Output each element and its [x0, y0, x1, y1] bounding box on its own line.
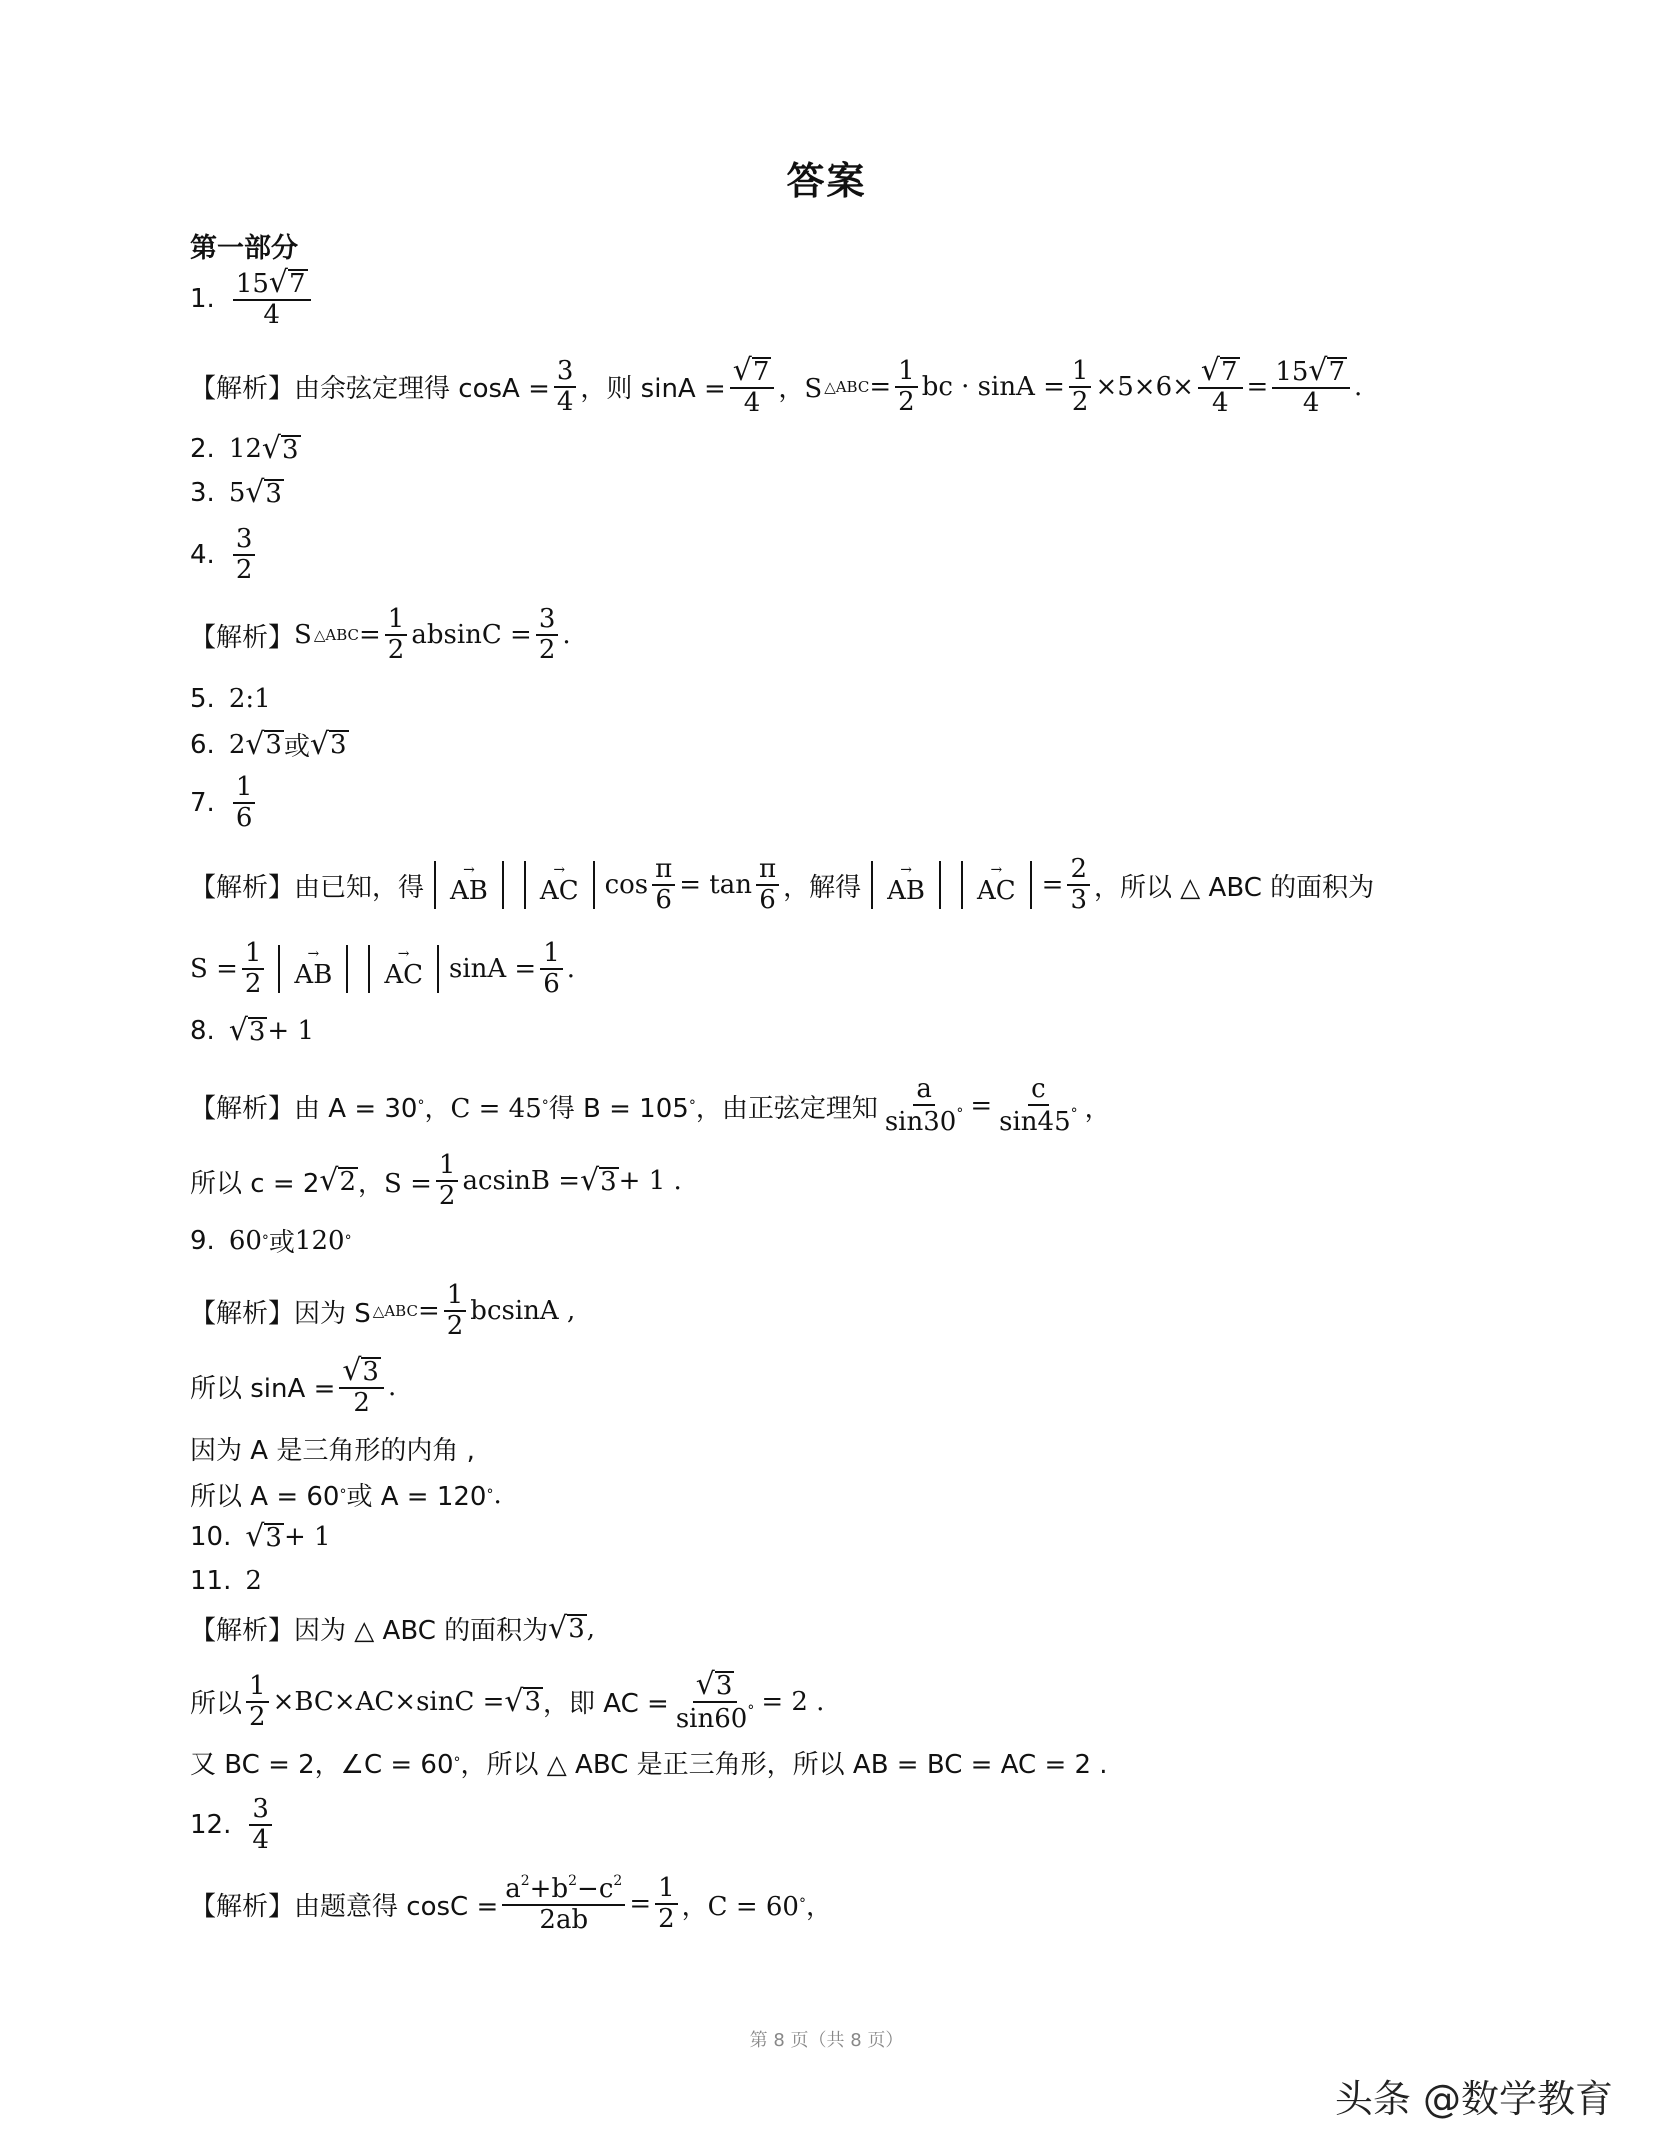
- question-number: 1.: [190, 283, 215, 314]
- explanation-8: 【解析】 由 A = 30 ° ，C = 45 ° 得 B = 105 ° ，由正弦定理知 $\frac{a}{\sin 30^\circ}$ = $\frac{c}{\sin 45^\circ}$ ，: [190, 1074, 1111, 1138]
- answer-12: 12. $\frac{3}{4}$: [190, 1796, 276, 1855]
- explanation-9-line4: 所以 A = 60 ° 或 A = 120 ° .: [190, 1479, 502, 1512]
- explanation-11-line3: 又 BC = 2，∠C = 60 ° ，所以 △ ABC 是正三角形，所以 AB = BC = AC = 2 .: [190, 1750, 1108, 1780]
- answer-11: 11. 2: [190, 1566, 262, 1596]
- explanation-9: 【解析】 因为 S △ABC = $\frac{1}{2}$ bcsinA ,: [190, 1280, 576, 1342]
- explanation-1: 【解析】 由余弦定理得 cosA = $\frac{3}{4}$ ，则 sinA = √ 7 4 ，S △ABC = $\frac{1}{2}$ bc · sinA = $\frac{1}{2}$ ×5×6× √ 7 4 = 15 √ 7 4 .: [190, 353, 1363, 419]
- page-footer: 第 8 页（共 8 页）: [749, 2030, 904, 2051]
- fraction: 15 √ 7 4: [233, 268, 311, 330]
- explanation-11-line2: 所以 $\frac{1}{2}$ ×BC×AC×sinC = √ 3 ，即 AC = √ 3 sin60° = 2 .: [190, 1667, 825, 1735]
- explanation-11: 【解析】 因为 △ ABC 的面积为 √ 3 ,: [190, 1610, 595, 1646]
- explanation-7-cont: S = $\frac{1}{2}$ → AB → AC sinA = $\frac{1}{6}$ .: [190, 938, 576, 1000]
- section-heading: 第一部分: [190, 233, 298, 264]
- explanation-7: 【解析】 由已知，得 → AB → AC cos $\frac{\pi}{6}$ = tan $\frac{\pi}{6}$ ，解得 → AB → AC = $\frac{2}{3}$ ，所以 △ ABC 的面积为: [190, 854, 1375, 916]
- page-title: 答案: [786, 159, 867, 203]
- answer-8: 8. √ 3 + 1: [190, 1013, 314, 1049]
- answer-6: 6. 2 √ 3 或 √ 3: [190, 726, 347, 762]
- answer-2: 2. 12 √ 3: [190, 431, 299, 467]
- answer-7: 7. $\frac{1}{6}$: [190, 774, 259, 833]
- explanation-9-line2: 所以 sinA = √ 3 2 .: [190, 1353, 397, 1419]
- answer-3: 3. 5 √ 3: [190, 475, 282, 511]
- answer-10: 10. √ 3 + 1: [190, 1519, 331, 1555]
- explanation-12: 【解析】 由题意得 cosC = $\frac{a^2+b^2-c^2}{2ab}$ = $\frac{1}{2}$ ，C = 60 ° ，: [190, 1873, 832, 1936]
- watermark: 头条 @数学教育: [1334, 2077, 1613, 2121]
- explanation-8-cont: 所以 c = 2 √ 2 ，S = $\frac{1}{2}$ acsinB = √ 3 + 1 .: [190, 1150, 682, 1212]
- answer-4: 4. $\frac{3}{2}$: [190, 526, 259, 585]
- explanation-4: 【解析】 S △ABC = $\frac{1}{2}$ absinC = $\frac{3}{2}$ .: [190, 604, 571, 666]
- answer-9: 9. 60 ° 或 120 °: [190, 1225, 352, 1258]
- explanation-9-line3: 因为 A 是三角形的内角 ,: [190, 1436, 475, 1466]
- answer-5: 5. 2:1: [190, 684, 271, 714]
- answer-1: [190, 265, 315, 331]
